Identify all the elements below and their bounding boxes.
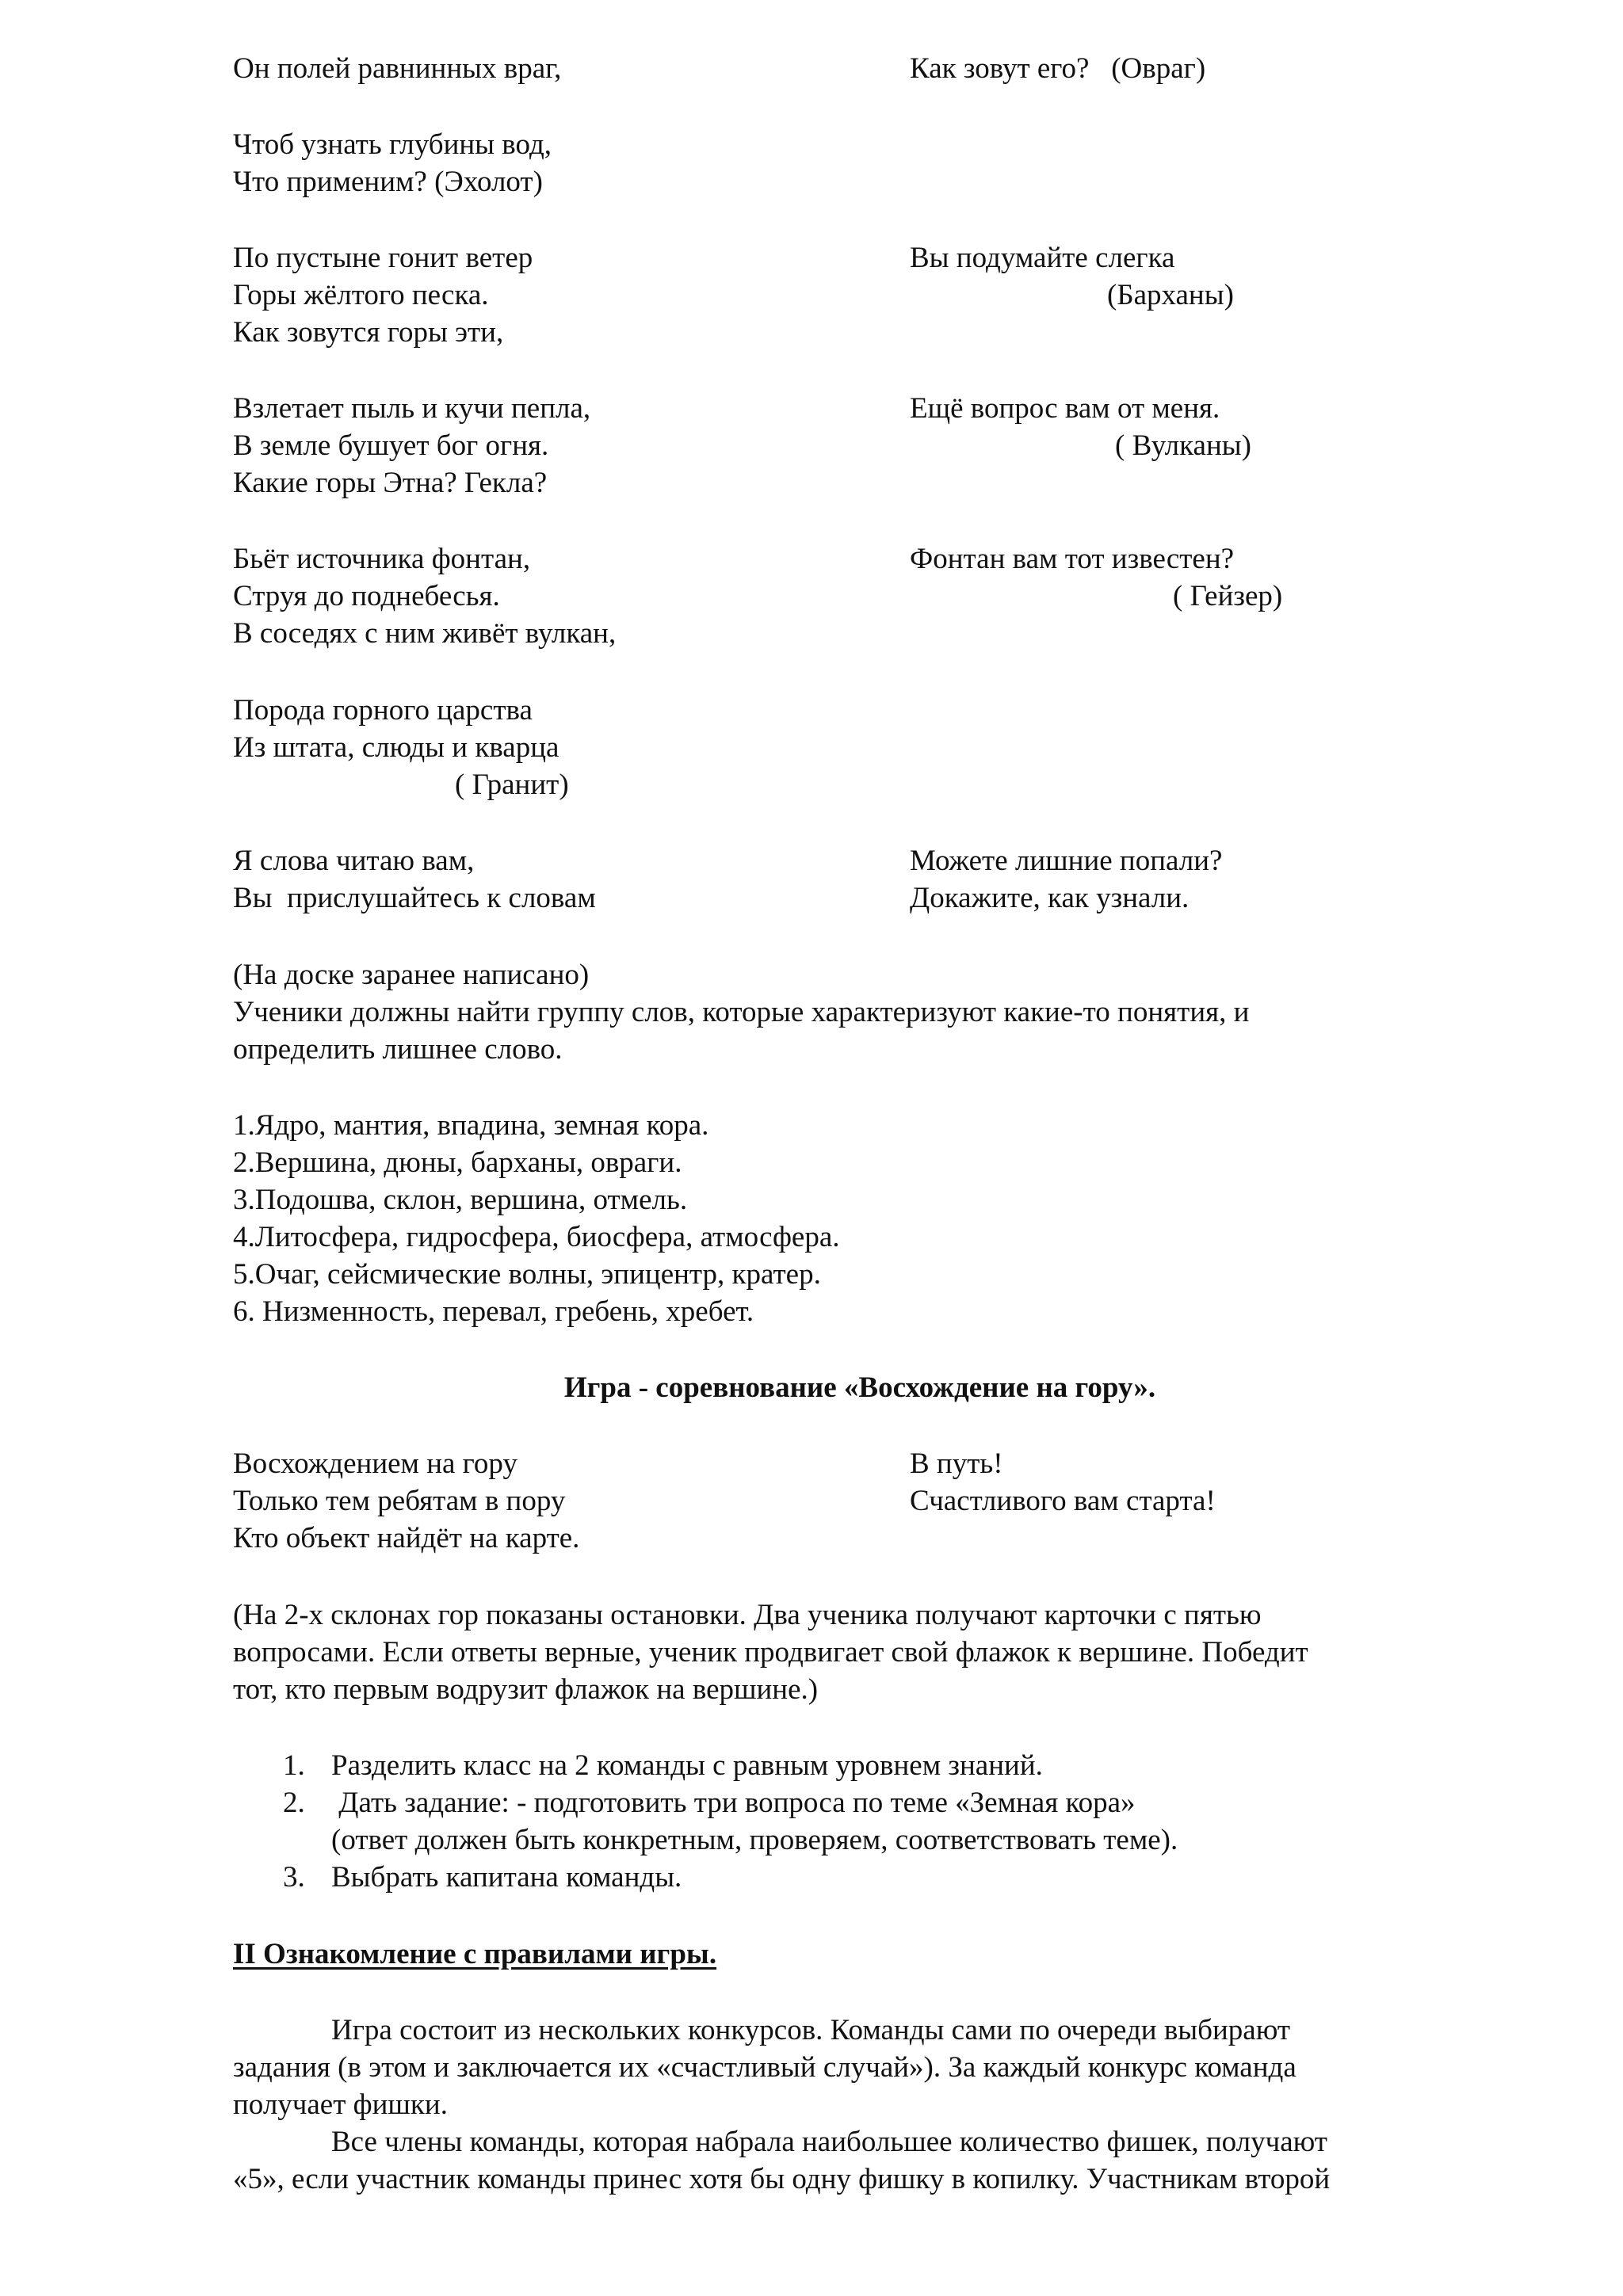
riddle-barkhany-line: Горы жёлтого песка. (233, 279, 489, 311)
riddle-geyser-line: В соседях с ним живёт вулкан, (233, 617, 617, 650)
riddle-exolot-line: Чтоб узнать глубины вод, (233, 128, 552, 161)
game-description: тот, кто первым водрузит флажок на вершине.) (233, 1673, 819, 1706)
rules-paragraph-line: Игра состоит из нескольких конкурсов. Команды сами по очереди выбирают (331, 2014, 1291, 2046)
riddle-geyser-right-line: Фонтан вам тот известен? (910, 543, 1235, 575)
game-description: (На 2-х склонах гор показаны остановки. Два ученика получают карточки с пятью (233, 1599, 1262, 1631)
odd-word-item: 3.Подошва, склон, вершина, отмель. (233, 1184, 688, 1216)
riddle-vulkany-line: В земле бушует бог огня. (233, 429, 549, 462)
section-heading: II Ознакомление с правилами игры. (233, 1938, 717, 1970)
step-text: Дать задание: - подготовить три вопроса по теме «Земная кора» (331, 1787, 1136, 1819)
odd-word-poem-line: Я слова читаю вам, (233, 845, 475, 877)
riddle-barkhany-line: По пустыне гонит ветер (233, 242, 533, 274)
game-poem-line: Восхождением на гору (233, 1447, 517, 1480)
riddle-geyser-line: Струя до поднебесья. (233, 580, 500, 612)
odd-word-instruction: определить лишнее слово. (233, 1033, 563, 1066)
riddle-geyser-answer: ( Гейзер) (1173, 580, 1283, 612)
riddle-ovrag-line-left: Он полей равнинных враг, (233, 52, 562, 85)
riddle-vulkany-line: Взлетает пыль и кучи пепла, (233, 392, 591, 425)
game-title: Игра - соревнование «Восхождение на гору». (563, 1371, 1156, 1404)
odd-word-item: 5.Очаг, сейсмические волны, эпицентр, кратер. (233, 1258, 821, 1291)
odd-word-item: 2.Вершина, дюны, барханы, овраги. (233, 1146, 682, 1179)
game-poem-right-line: Счастливого вам старта! (910, 1485, 1216, 1517)
rules-paragraph-line: задания (в этом и заключается их «счастливый случай»). За каждый конкурс команда (233, 2051, 1296, 2084)
riddle-vulkany-right-line: Ещё вопрос вам от меня. (910, 392, 1220, 425)
step-text: (ответ должен быть конкретным, проверяем, соответствовать теме). (331, 1824, 1178, 1856)
odd-word-poem-right-line: Можете лишние попали? (910, 845, 1223, 877)
riddle-granit-answer: ( Гранит) (455, 769, 569, 801)
riddle-ovrag-line-right: Как зовут его? (Овраг) (910, 52, 1206, 85)
riddle-geyser-line: Бьёт источника фонтан, (233, 543, 531, 575)
odd-word-poem-right-line: Докажите, как узнали. (910, 882, 1190, 914)
game-description: вопросами. Если ответы верные, ученик продвигает свой флажок к вершине. Победит (233, 1636, 1308, 1669)
step-number: 2. (283, 1787, 305, 1819)
odd-word-poem-line: Вы прислушайтесь к словам (233, 882, 596, 914)
step-number: 3. (283, 1861, 305, 1894)
riddle-barkhany-right-line: Вы подумайте слегка (910, 242, 1175, 274)
rules-paragraph-line: «5», если участник команды принес хотя бы одну фишку в копилку. Участникам второй (233, 2163, 1331, 2195)
odd-word-item: 6. Низменность, перевал, гребень, хребет. (233, 1295, 754, 1328)
game-poem-line: Только тем ребятам в пору (233, 1485, 566, 1517)
rules-paragraph-line: Все члены команды, которая набрала наибольшее количество фишек, получают (331, 2126, 1327, 2158)
odd-word-note: (На доске заранее написано) (233, 959, 590, 991)
riddle-vulkany-answer: ( Вулканы) (1115, 429, 1251, 462)
game-poem-line: Кто объект найдёт на карте. (233, 1522, 580, 1554)
riddle-barkhany-answer: (Барханы) (1107, 279, 1234, 311)
odd-word-item: 1.Ядро, мантия, впадина, земная кора. (233, 1109, 709, 1142)
riddle-granit-line: Из штата, слюды и кварца (233, 731, 559, 764)
step-number: 1. (283, 1749, 305, 1782)
odd-word-instruction: Ученики должны найти группу слов, которые характеризуют какие-то понятия, и (233, 996, 1250, 1028)
riddle-vulkany-line: Какие горы Этна? Гекла? (233, 467, 548, 499)
riddle-granit-line: Порода горного царства (233, 694, 533, 727)
step-text: Выбрать капитана команды. (331, 1861, 682, 1894)
riddle-barkhany-line: Как зовутся горы эти, (233, 316, 504, 349)
game-poem-right-line: В путь! (910, 1447, 1003, 1480)
odd-word-item: 4.Литосфера, гидросфера, биосфера, атмосфера. (233, 1221, 840, 1253)
rules-paragraph-line: получает фишки. (233, 2088, 448, 2121)
riddle-exolot-line: Что применим? (Эхолот) (233, 166, 543, 198)
step-text: Разделить класс на 2 команды с равным уровнем знаний. (331, 1749, 1043, 1782)
